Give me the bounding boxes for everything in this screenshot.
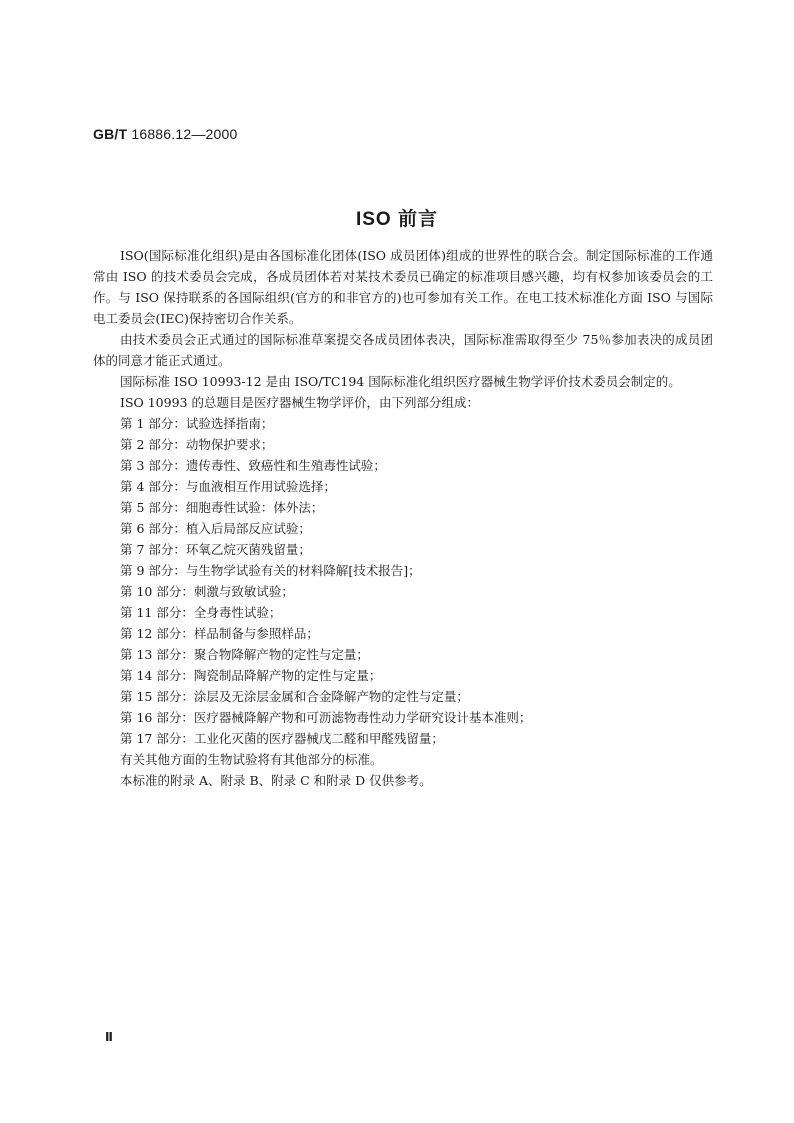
list-item: 第 12 部分：样品制备与参照样品； [120, 626, 319, 641]
page-number: Ⅱ [105, 1030, 113, 1044]
list-item: 第 16 部分：医疗器械降解产物和可沥滤物毒性动力学研究设计基本准则； [120, 710, 532, 725]
list-item: 第 7 部分：环氧乙烷灭菌残留量； [120, 542, 311, 557]
list-item: 第 14 部分：陶瓷制品降解产物的定性与定量； [120, 668, 382, 683]
list-item: 第 4 部分：与血液相互作用试验选择； [120, 479, 336, 494]
paragraph-committee: 国际标准 ISO 10993-12 是由 ISO/TC194 国际标准化组织医疗器械生物学评价技术委员会制定的。 [120, 374, 681, 389]
list-intro: ISO 10993 的总题目是医疗器械生物学评价，由下列部分组成： [120, 395, 479, 410]
list-item: 第 17 部分：工业化灭菌的医疗器械戊二醛和甲醛残留量； [120, 731, 444, 746]
list-item: 第 15 部分：涂层及无涂层金属和合金降解产物的定性与定量； [120, 689, 469, 704]
list-item: 第 2 部分：动物保护要求； [120, 437, 274, 452]
list-item: 第 5 部分：细胞毒性试验：体外法； [120, 500, 324, 515]
standard-code-number: 16886.12—2000 [131, 126, 238, 142]
standard-code [93, 126, 237, 142]
page-title: ISO 前言 [355, 209, 438, 230]
paragraph-voting: 由技术委员会正式通过的国际标准草案提交各成员团体表决，国际标准需取得至少 75％参加表决的成员团体的同意才能正式通过。 [93, 332, 713, 368]
list-item: 第 10 部分：刺激与致敏试验； [120, 584, 294, 599]
standard-code-prefix: GB/T [93, 126, 132, 142]
list-item: 第 9 部分：与生物学试验有关的材料降解[技术报告]； [120, 563, 421, 578]
closing-line-other-parts: 有关其他方面的生物试验将有其他部分的标准。 [120, 752, 383, 767]
document-body [93, 245, 713, 791]
list-item: 第 13 部分：聚合物降解产物的定性与定量； [120, 647, 369, 662]
paragraph-iso-intro: ISO(国际标准化组织)是由各国标准化团体(ISO 成员团体)组成的世界性的联合会。制定国际标准的工作通常由 ISO 的技术委员会完成，各成员团体若对某技术委员已确定的标准项目感兴趣，均有权参加该委员会的工作。与 ISO 保持联系的各国际组织(官方的和非官方的)也可参加有关工作。在电工技术标准化方面 ISO 与国际电工委员会(IEC)保持密切合作关系。 [93, 248, 713, 326]
list-item: 第 11 部分：全身毒性试验； [120, 605, 282, 620]
list-item: 第 3 部分：遗传毒性、致癌性和生殖毒性试验； [120, 458, 386, 473]
closing-line-annexes: 本标准的附录 A、附录 B、附录 C 和附录 D 仅供参考。 [120, 773, 432, 788]
list-item: 第 6 部分：植入后局部反应试验； [120, 521, 311, 536]
list-item: 第 1 部分：试验选择指南； [120, 416, 274, 431]
